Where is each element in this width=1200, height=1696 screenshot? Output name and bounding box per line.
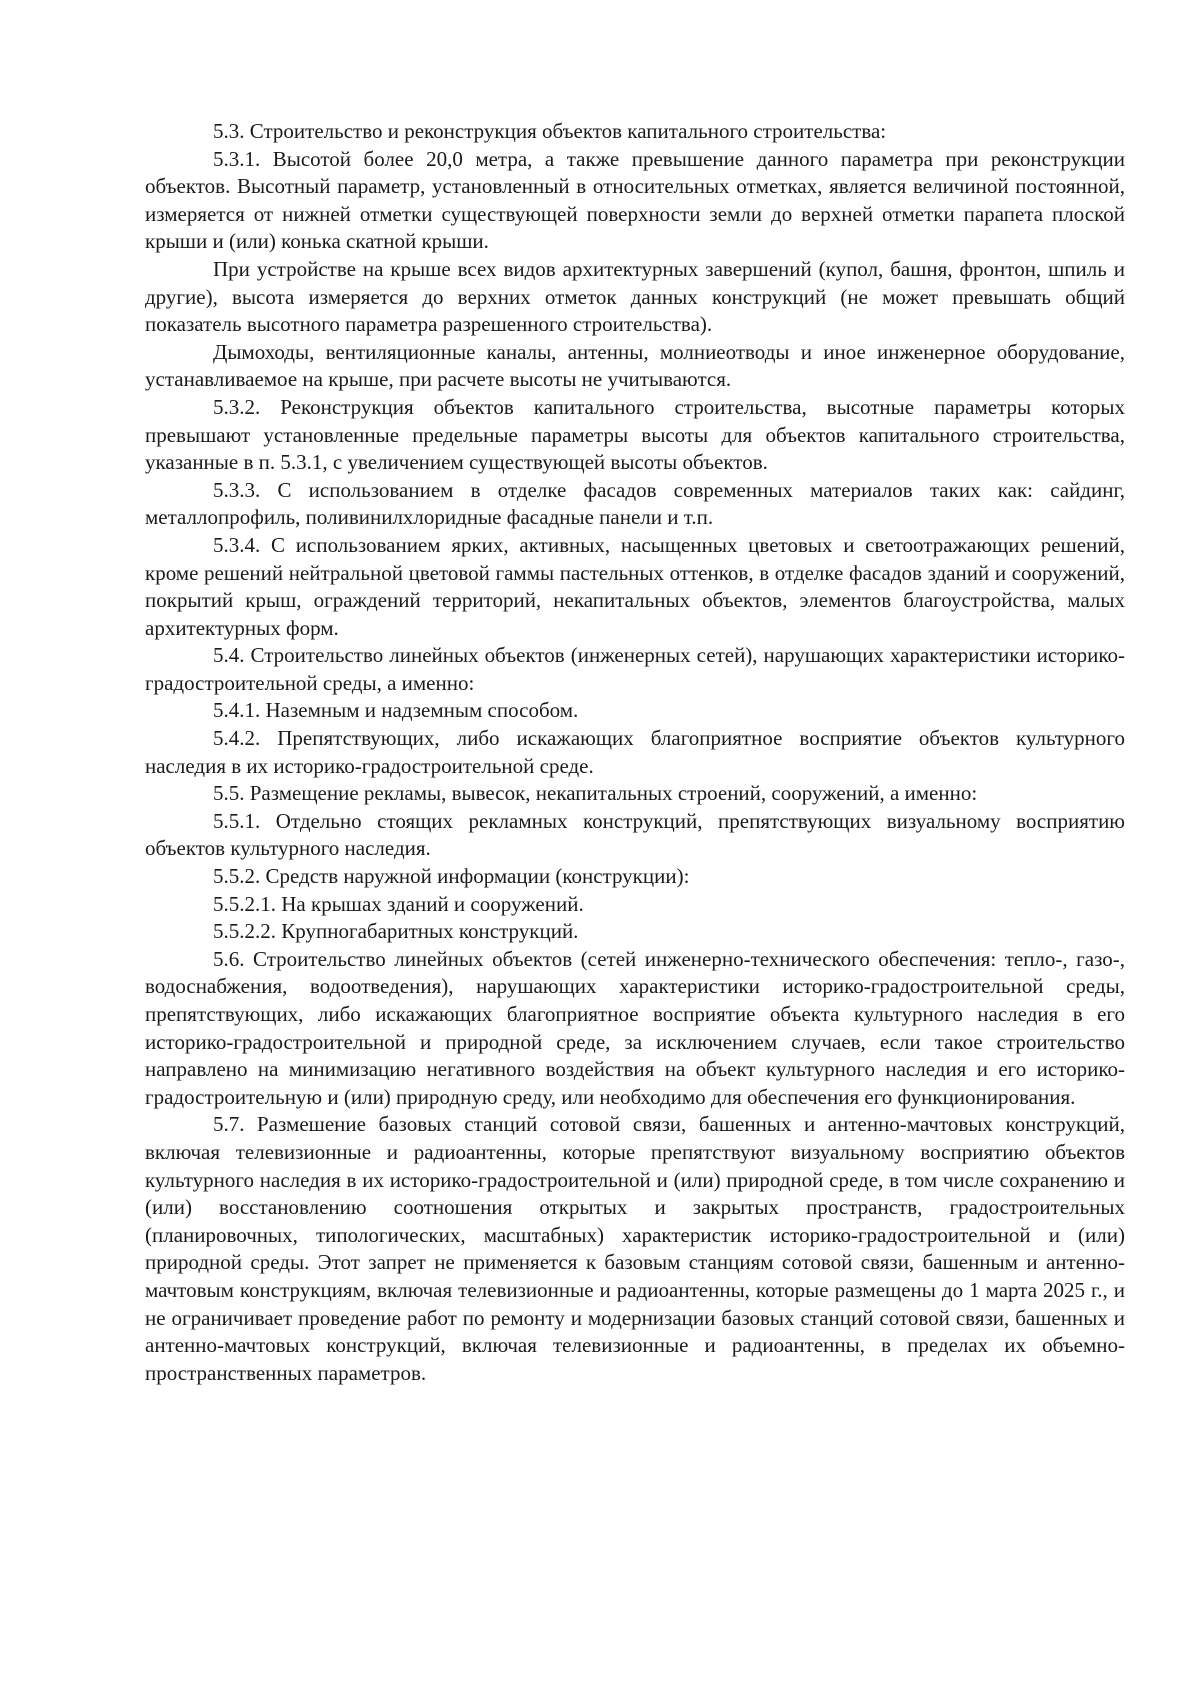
paragraph-roof-structures: При устройстве на крыше всех видов архитектурных завершений (купол, башня, фронтон, шпиль и другие), высота измеряется до верхних отметок данных конструкций (не может превышать общий показатель высотного параметра разрешенного строительства).: [145, 256, 1125, 337]
paragraph-5-3-4: 5.3.4. С использованием ярких, активных, насыщенных цветовых и светоотражающих решений, кроме решений нейтральной цветовой гаммы пастельных оттенков, в отделке фасадов зданий и сооружений, покрытий крыш, ограждений территорий, некапитальных объектов, элементов благоустройства, малых архитектурных форм.: [145, 532, 1125, 640]
paragraph-5-4-2: 5.4.2. Препятствующих, либо искажающих благоприятное восприятие объектов культурного наследия в их историко-градостроительной среде.: [145, 726, 1125, 778]
paragraph-5-3-2: 5.3.2. Реконструкция объектов капитального строительства, высотные параметры которых превышают установленные предельные параметры высоты для объектов капитального строительства, указанные в п. 5.3.1, с увеличением существующей высоты объектов.: [145, 394, 1125, 475]
paragraph-5-3-1: 5.3.1. Высотой более 20,0 метра, а также превышение данного параметра при реконструкции объектов. Высотный параметр, установленный в относительных отметках, является величиной постоянной, измеряется от нижней отметки существующей поверхности земли до верхней отметки парапета плоской крыши и (или) конька скатной крыши.: [145, 146, 1125, 254]
paragraph-5-5-2-2: 5.5.2.2. Крупногабаритных конструкций.: [213, 919, 579, 944]
paragraph-chimneys: Дымоходы, вентиляционные каналы, антенны, молниеотводы и иное инженерное оборудование, устанавливаемое на крыше, при расчете высоты не учитываются.: [145, 339, 1125, 392]
paragraph-5-4-1: 5.4.1. Наземным и надземным способом.: [213, 698, 579, 723]
paragraph-5-5: 5.5. Размещение рекламы, вывесок, некапитальных строений, сооружений, а именно:: [213, 781, 978, 806]
paragraph-5-3-3: 5.3.3. С использованием в отделке фасадов современных материалов таких как: сайдинг, металлопрофиль, поливинилхлоридные фасадные панели и т.п.: [145, 477, 1125, 530]
paragraph-5-5-2-1: 5.5.2.1. На крышах зданий и сооружений.: [213, 891, 584, 916]
paragraph-5-6: 5.6. Строительство линейных объектов (сетей инженерно-технического обеспечения: тепло-, газо-, водоснабжения, водоотведения), нарушающих характеристики историко-градостроительной среды, препятствующих, либо искажающих благоприятное восприятие объекта культурного наследия в его историко-градостроительной и природной среде, за исключением случаев, если такое строительство направлено на минимизацию негативного воздействия на объект культурного наследия и его историко-градостроительную и (или) природную среду, или необходимо для обеспечения его функционирования.: [145, 946, 1125, 1109]
paragraph-5-5-2: 5.5.2. Средств наружной информации (конструкции):: [213, 864, 690, 889]
paragraph-5-7: 5.7. Размешение базовых станций сотовой связи, башенных и антенно-мачтовых конструкций, включая телевизионные и радиоантенны, которые препятствуют визуальному восприятию объектов культурного наследия в их историко-градостроительной и (или) природной среде, в том числе сохранению и (или) восстановлению соотношения открытых и закрытых пространств, градостроительных (планировочных, типологических, масштабных) характеристик историко-градостроительной и (или) природной среды. Этот запрет не применяется к базовым станциям сотовой связи, башенным и антенно-мачтовым конструкциям, включая телевизионные и радиоантенны, которые размещены до 1 марта 2025 г., и не ограничивает проведение работ по ремонту и модернизации базовых станций сотовой связи, башенных и антенно-мачтовых конструкций, включая телевизионные и радиоантенны, в пределах их объемно-пространственных параметров.: [145, 1112, 1125, 1385]
document-body: [145, 118, 1125, 1387]
paragraph-5-5-1: 5.5.1. Отдельно стоящих рекламных конструкций, препятствующих визуальному восприятию объектов культурного наследия.: [145, 808, 1125, 861]
paragraph-5-3: 5.3. Строительство и реконструкция объектов капитального строительства:: [213, 119, 887, 143]
paragraph-5-4: 5.4. Строительство линейных объектов (инженерных сетей), нарушающих характеристики историко-градостроительной среды, а именно:: [145, 643, 1125, 695]
